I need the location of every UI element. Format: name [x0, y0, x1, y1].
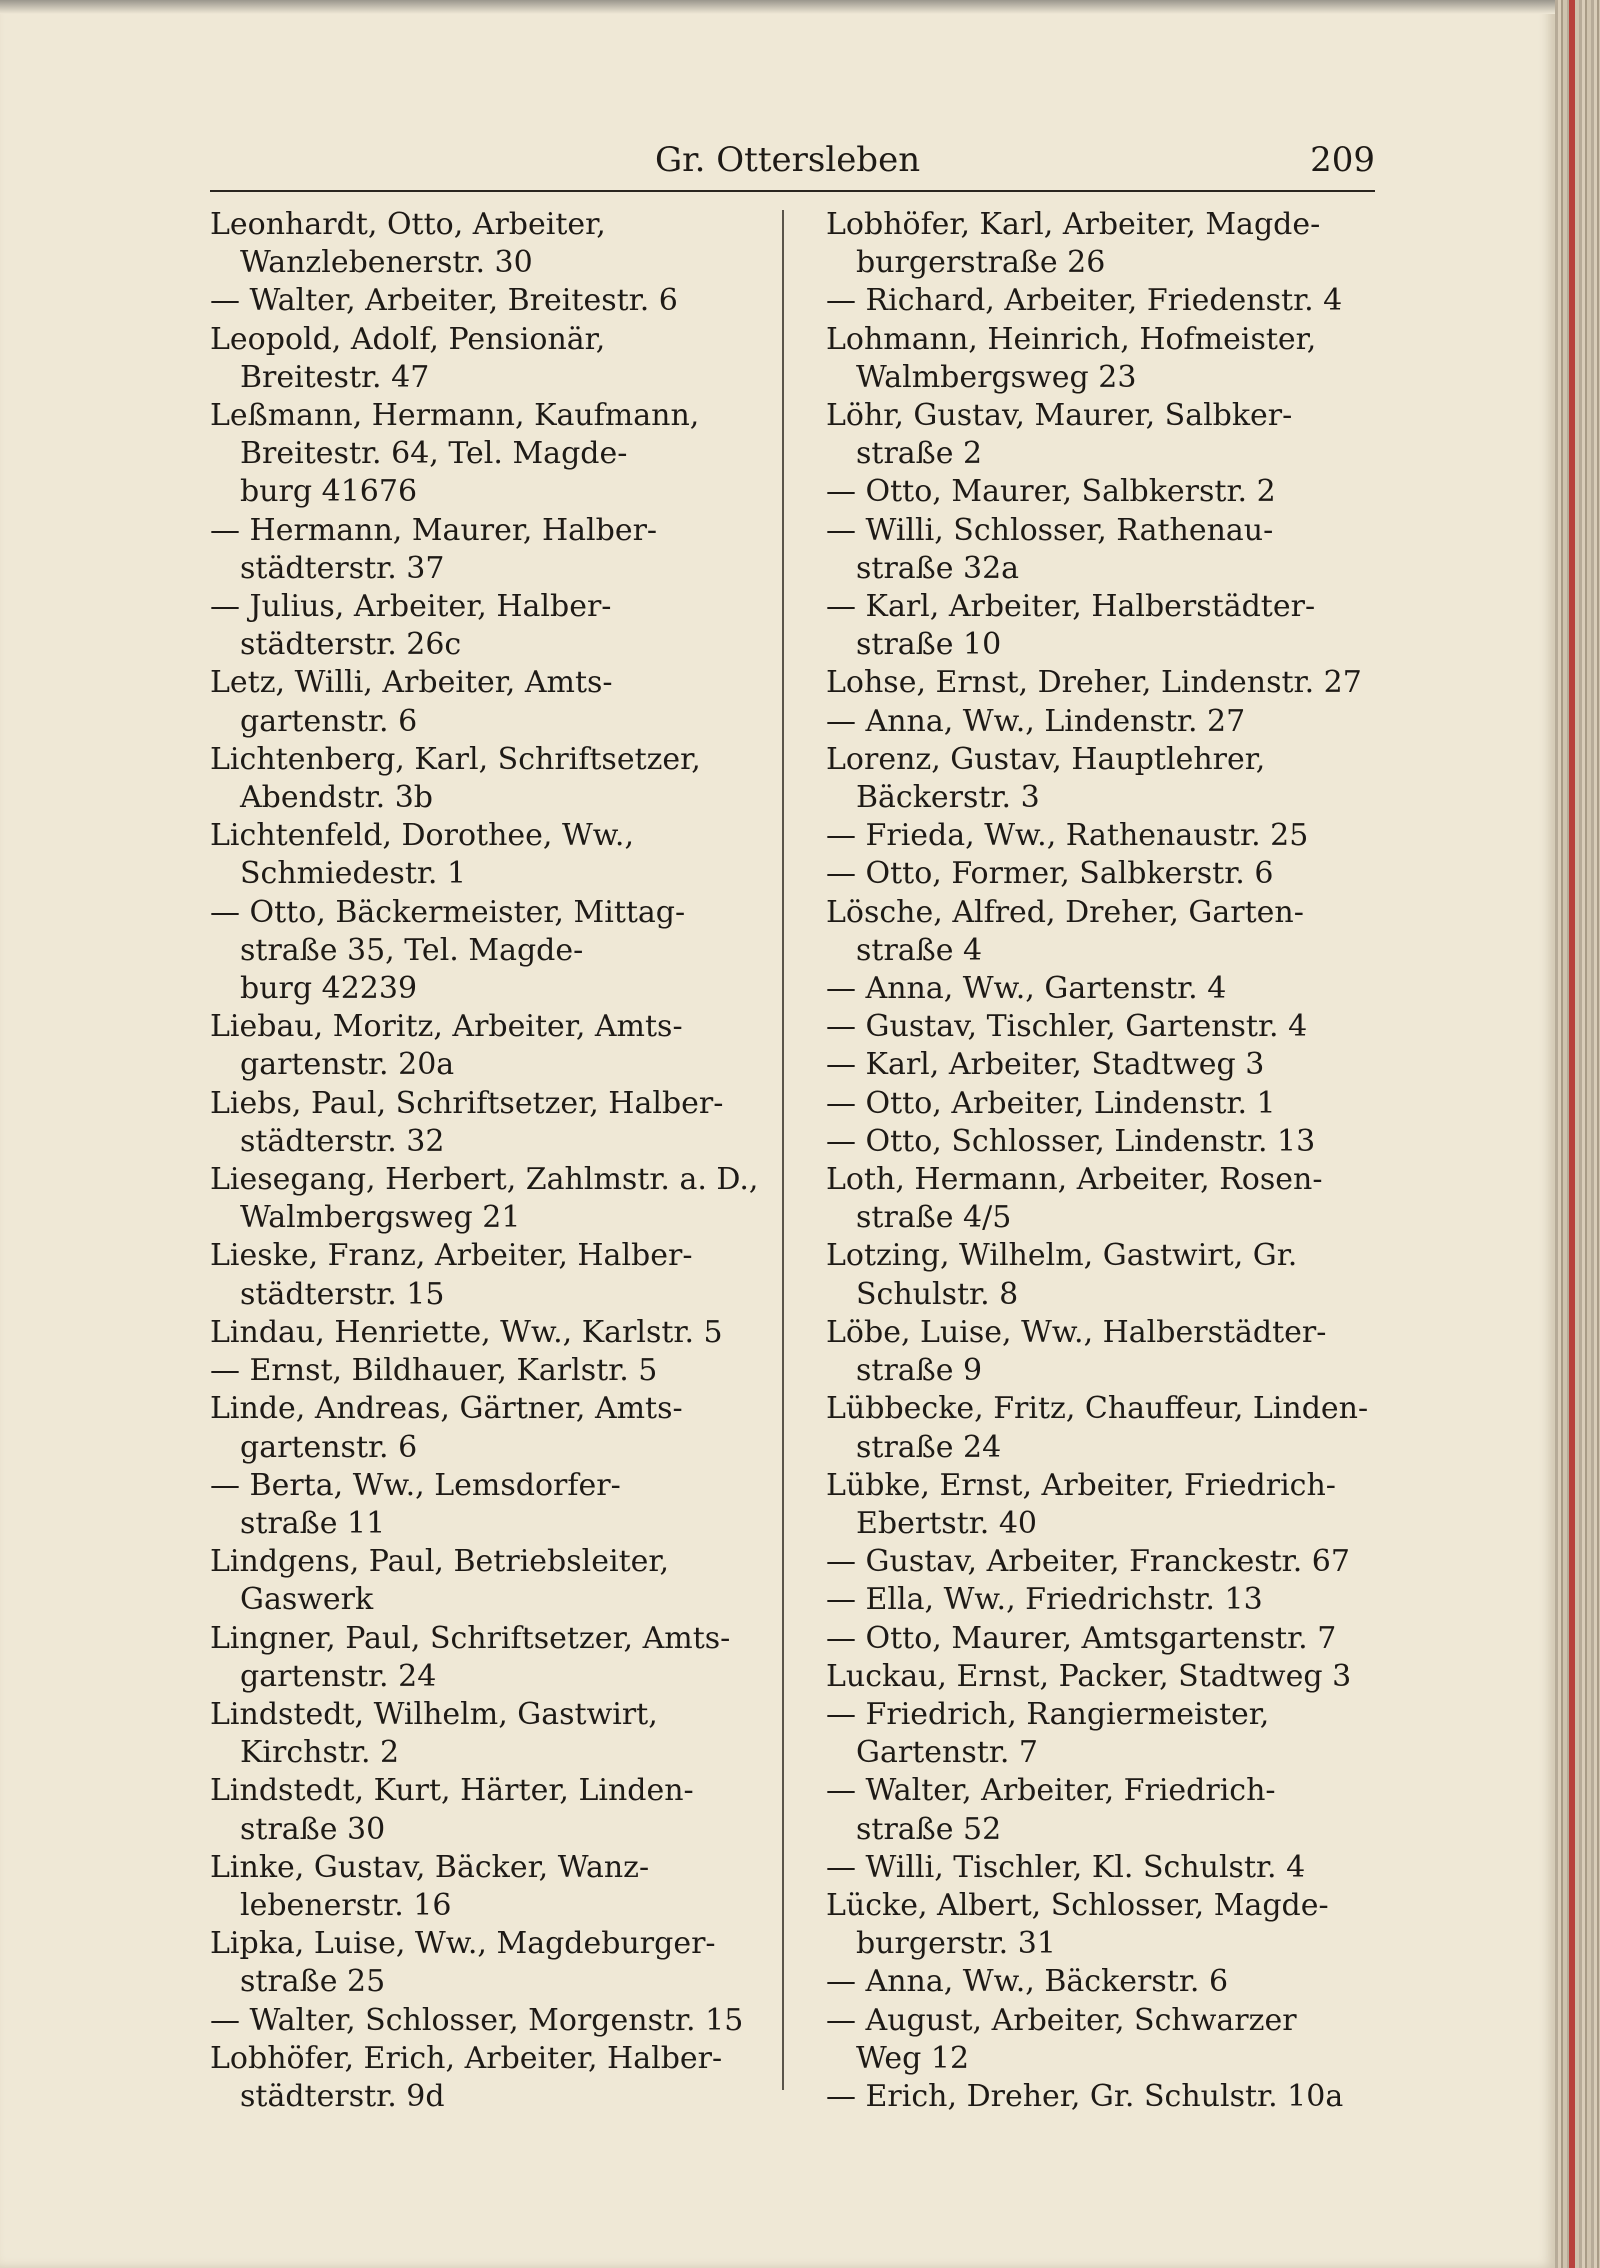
- directory-entry: [210, 1772, 780, 1848]
- directory-entry: [210, 664, 780, 740]
- entry-line: — Gustav, Tischler, Gartenstr. 4: [826, 1009, 1308, 1045]
- directory-entry: [826, 970, 1396, 1008]
- directory-entry: [826, 741, 1396, 817]
- directory-entry: [826, 397, 1396, 473]
- directory-entry: [826, 1161, 1396, 1237]
- entry-line: Lichtenberg, Karl, Schriftsetzer,: [210, 741, 701, 777]
- entry-line: Lindstedt, Kurt, Härter, Linden-: [210, 1773, 694, 1809]
- entry-line: Leonhardt, Otto, Arbeiter,: [210, 207, 606, 242]
- entry-line: — Otto, Bäckermeister, Mittag-: [210, 894, 686, 930]
- entry-continuation: straße 32a: [856, 550, 1020, 586]
- entry-line: Löhr, Gustav, Maurer, Salbker-: [826, 398, 1293, 434]
- entry-continuation: straße 11: [240, 1505, 386, 1541]
- entry-continuation: Weg 12: [856, 2040, 970, 2076]
- directory-entry: [210, 1008, 780, 1084]
- directory-entry: [826, 282, 1396, 320]
- page-top-edge: [0, 0, 1555, 14]
- entry-line: Lichtenfeld, Dorothee, Ww.,: [210, 818, 634, 854]
- entry-line: — Anna, Ww., Gartenstr. 4: [826, 971, 1227, 1007]
- directory-entry: [826, 894, 1396, 970]
- entry-continuation: straße 52: [856, 1811, 1002, 1847]
- directory-entry: [826, 703, 1396, 741]
- entry-line: — Otto, Maurer, Salbkerstr. 2: [826, 474, 1276, 510]
- directory-entry: [210, 588, 780, 664]
- entry-continuation: städterstr. 26c: [240, 627, 462, 663]
- directory-entry: [210, 1314, 780, 1352]
- entry-line: — Otto, Maurer, Amtsgartenstr. 7: [826, 1620, 1337, 1656]
- entry-line: Linke, Gustav, Bäcker, Wanz-: [210, 1849, 650, 1885]
- entry-line: Lücke, Albert, Schlosser, Magde-: [826, 1887, 1329, 1923]
- entry-line: — Frieda, Ww., Rathenaustr. 25: [826, 818, 1309, 854]
- entry-line: Lobhöfer, Erich, Arbeiter, Halber-: [210, 2040, 723, 2076]
- directory-entry: [210, 894, 780, 1009]
- directory-entry: [210, 2040, 780, 2116]
- entry-line: — Karl, Arbeiter, Stadtweg 3: [826, 1047, 1265, 1083]
- running-header: [210, 140, 1375, 188]
- entry-continuation: Schmiedestr. 1: [240, 856, 467, 892]
- entry-line: Lotzing, Wilhelm, Gastwirt, Gr.: [826, 1238, 1298, 1274]
- entry-line: Liebs, Paul, Schriftsetzer, Halber-: [210, 1085, 724, 1121]
- directory-entry: [826, 1008, 1396, 1046]
- entry-continuation: Ebertstr. 40: [856, 1505, 1037, 1541]
- entry-line: — Erich, Dreher, Gr. Schulstr. 10a: [826, 2078, 1344, 2114]
- directory-entry: [826, 512, 1396, 588]
- directory-entry: [826, 2078, 1396, 2116]
- entry-continuation: Gartenstr. 7: [856, 1735, 1038, 1771]
- entry-continuation: städterstr. 9d: [240, 2078, 445, 2114]
- right-column: [826, 206, 1396, 2116]
- entry-continuation: Wanzlebenerstr. 30: [240, 245, 533, 281]
- entry-line: — Otto, Former, Salbkerstr. 6: [826, 856, 1274, 892]
- entry-line: — Otto, Arbeiter, Lindenstr. 1: [826, 1085, 1276, 1121]
- entry-line: Lindgens, Paul, Betriebsleiter,: [210, 1544, 669, 1580]
- directory-entry: [826, 1123, 1396, 1161]
- header-rule: [210, 190, 1375, 192]
- directory-entry: [826, 664, 1396, 702]
- directory-entry: [826, 321, 1396, 397]
- directory-entry: [826, 1772, 1396, 1848]
- directory-entry: [210, 1620, 780, 1696]
- entry-continuation: straße 25: [240, 1964, 386, 2000]
- directory-entry: [210, 1467, 780, 1543]
- page-number: 209: [1310, 140, 1375, 180]
- entry-continuation: straße 35, Tel. Magde-: [240, 932, 584, 968]
- directory-entry: [826, 1467, 1396, 1543]
- entry-line: Lorenz, Gustav, Hauptlehrer,: [826, 741, 1266, 777]
- entry-continuation: lebenerstr. 16: [240, 1887, 452, 1923]
- entry-continuation: gartenstr. 6: [240, 1429, 418, 1465]
- entry-continuation: straße 4: [856, 932, 983, 968]
- entry-continuation: burg 41676: [240, 474, 418, 510]
- entry-continuation: burg 42239: [240, 971, 418, 1007]
- entry-line: Leopold, Adolf, Pensionär,: [210, 321, 606, 357]
- left-column: [210, 206, 780, 2116]
- directory-entry: [826, 473, 1396, 511]
- directory-entry: [210, 397, 780, 512]
- directory-entry: [210, 206, 780, 282]
- entry-continuation: gartenstr. 20a: [240, 1047, 455, 1083]
- entry-line: Lingner, Paul, Schriftsetzer, Amts-: [210, 1620, 731, 1656]
- entry-line: — Anna, Ww., Lindenstr. 27: [826, 703, 1246, 739]
- entry-continuation: straße 4/5: [856, 1200, 1012, 1236]
- entry-line: Lösche, Alfred, Dreher, Garten-: [826, 894, 1304, 930]
- entry-line: — Willi, Schlosser, Rathenau-: [826, 512, 1274, 548]
- directory-entry: [210, 1237, 780, 1313]
- directory-entry: [210, 512, 780, 588]
- directory-entry: [826, 1696, 1396, 1772]
- directory-entry: [210, 1161, 780, 1237]
- directory-entry: [210, 1925, 780, 2001]
- entry-line: Liebau, Moritz, Arbeiter, Amts-: [210, 1009, 683, 1045]
- entry-line: — Walter, Arbeiter, Breitestr. 6: [210, 283, 678, 319]
- entry-continuation: gartenstr. 6: [240, 703, 418, 739]
- directory-entry: [826, 855, 1396, 893]
- directory-entry: [210, 1352, 780, 1390]
- directory-entry: [210, 741, 780, 817]
- directory-entry: [210, 321, 780, 397]
- entry-continuation: straße 24: [856, 1429, 1002, 1465]
- spine-red-band: [1569, 0, 1575, 2268]
- entry-line: — Friedrich, Rangiermeister,: [826, 1696, 1270, 1732]
- entry-line: — Anna, Ww., Bäckerstr. 6: [826, 1964, 1229, 2000]
- entry-continuation: städterstr. 37: [240, 550, 445, 586]
- entry-continuation: städterstr. 15: [240, 1276, 445, 1312]
- entry-continuation: Breitestr. 64, Tel. Magde-: [240, 436, 628, 472]
- entry-line: Linde, Andreas, Gärtner, Amts-: [210, 1391, 683, 1427]
- entry-line: — Richard, Arbeiter, Friedenstr. 4: [826, 283, 1343, 319]
- page-title: Gr. Ottersleben: [655, 140, 921, 180]
- entry-line: — Berta, Ww., Lemsdorfer-: [210, 1467, 621, 1503]
- directory-entry: [826, 1390, 1396, 1466]
- directory-entry: [826, 588, 1396, 664]
- entry-continuation: Schulstr. 8: [856, 1276, 1019, 1312]
- entry-continuation: straße 30: [240, 1811, 386, 1847]
- entry-continuation: Kirchstr. 2: [240, 1735, 400, 1771]
- entry-line: — Karl, Arbeiter, Halberstädter-: [826, 589, 1316, 625]
- directory-entry: [210, 2002, 780, 2040]
- entry-line: — Ella, Ww., Friedrichstr. 13: [826, 1582, 1263, 1618]
- directory-entry: [210, 1543, 780, 1619]
- entry-continuation: städterstr. 32: [240, 1123, 445, 1159]
- entry-line: Lindau, Henriette, Ww., Karlstr. 5: [210, 1314, 723, 1350]
- entry-continuation: Walmbergsweg 23: [856, 359, 1137, 395]
- directory-entry: [826, 1314, 1396, 1390]
- entry-line: — Walter, Arbeiter, Friedrich-: [826, 1773, 1276, 1809]
- entry-line: — Julius, Arbeiter, Halber-: [210, 589, 612, 625]
- entry-line: Lübke, Ernst, Arbeiter, Friedrich-: [826, 1467, 1336, 1503]
- directory-entry: [826, 1237, 1396, 1313]
- entry-line: Lobhöfer, Karl, Arbeiter, Magde-: [826, 207, 1321, 242]
- entry-line: Leßmann, Hermann, Kaufmann,: [210, 398, 700, 434]
- directory-entry: [826, 1849, 1396, 1887]
- entry-line: Löbe, Luise, Ww., Halberstädter-: [826, 1314, 1327, 1350]
- entry-line: Lübbecke, Fritz, Chauffeur, Linden-: [826, 1391, 1369, 1427]
- directory-entry: [826, 1581, 1396, 1619]
- entry-line: Luckau, Ernst, Packer, Stadtweg 3: [826, 1658, 1352, 1694]
- entry-line: — Hermann, Maurer, Halber-: [210, 512, 658, 548]
- directory-entry: [210, 1085, 780, 1161]
- entry-line: Lindstedt, Wilhelm, Gastwirt,: [210, 1696, 658, 1732]
- entry-continuation: straße 2: [856, 436, 983, 472]
- directory-entry: [210, 1696, 780, 1772]
- entry-continuation: Gaswerk: [240, 1582, 374, 1618]
- entry-line: — August, Arbeiter, Schwarzer: [826, 2002, 1297, 2038]
- entry-line: Lieske, Franz, Arbeiter, Halber-: [210, 1238, 693, 1274]
- entry-continuation: Walmbergsweg 21: [240, 1200, 521, 1236]
- entry-line: — Gustav, Arbeiter, Franckestr. 67: [826, 1544, 1350, 1580]
- entry-continuation: burgerstraße 26: [856, 245, 1106, 281]
- entry-line: Lohmann, Heinrich, Hofmeister,: [826, 321, 1317, 357]
- directory-entry: [826, 1543, 1396, 1581]
- entry-continuation: burgerstr. 31: [856, 1926, 1056, 1962]
- directory-entry: [210, 1849, 780, 1925]
- directory-entry: [826, 817, 1396, 855]
- entry-line: Liesegang, Herbert, Zahlmstr. a. D.,: [210, 1162, 759, 1198]
- directory-entry: [826, 2002, 1396, 2078]
- directory-entry: [210, 1390, 780, 1466]
- entry-line: — Otto, Schlosser, Lindenstr. 13: [826, 1123, 1316, 1159]
- entry-line: Letz, Willi, Arbeiter, Amts-: [210, 665, 613, 701]
- entry-continuation: Bäckerstr. 3: [856, 780, 1040, 816]
- entry-continuation: gartenstr. 24: [240, 1658, 437, 1694]
- directory-entry: [826, 1085, 1396, 1123]
- entry-continuation: Abendstr. 3b: [240, 780, 434, 816]
- directory-entry: [826, 1620, 1396, 1658]
- directory-entry: [826, 206, 1396, 282]
- entry-line: — Willi, Tischler, Kl. Schulstr. 4: [826, 1849, 1306, 1885]
- entry-continuation: Breitestr. 47: [240, 359, 430, 395]
- entry-line: Loth, Hermann, Arbeiter, Rosen-: [826, 1162, 1323, 1198]
- book-spine-edge: [1555, 0, 1600, 2268]
- entry-line: — Walter, Schlosser, Morgenstr. 15: [210, 2002, 744, 2038]
- entry-line: Lipka, Luise, Ww., Magdeburger-: [210, 1926, 716, 1962]
- entry-continuation: straße 10: [856, 627, 1002, 663]
- directory-entry: [210, 817, 780, 893]
- entry-line: Lohse, Ernst, Dreher, Lindenstr. 27: [826, 665, 1362, 701]
- directory-entry: [826, 1963, 1396, 2001]
- entry-line: — Ernst, Bildhauer, Karlstr. 5: [210, 1353, 658, 1389]
- directory-entry: [210, 282, 780, 320]
- directory-entry: [826, 1658, 1396, 1696]
- directory-entry: [826, 1887, 1396, 1963]
- directory-entry: [826, 1046, 1396, 1084]
- entry-continuation: straße 9: [856, 1353, 983, 1389]
- column-divider: [782, 210, 784, 2090]
